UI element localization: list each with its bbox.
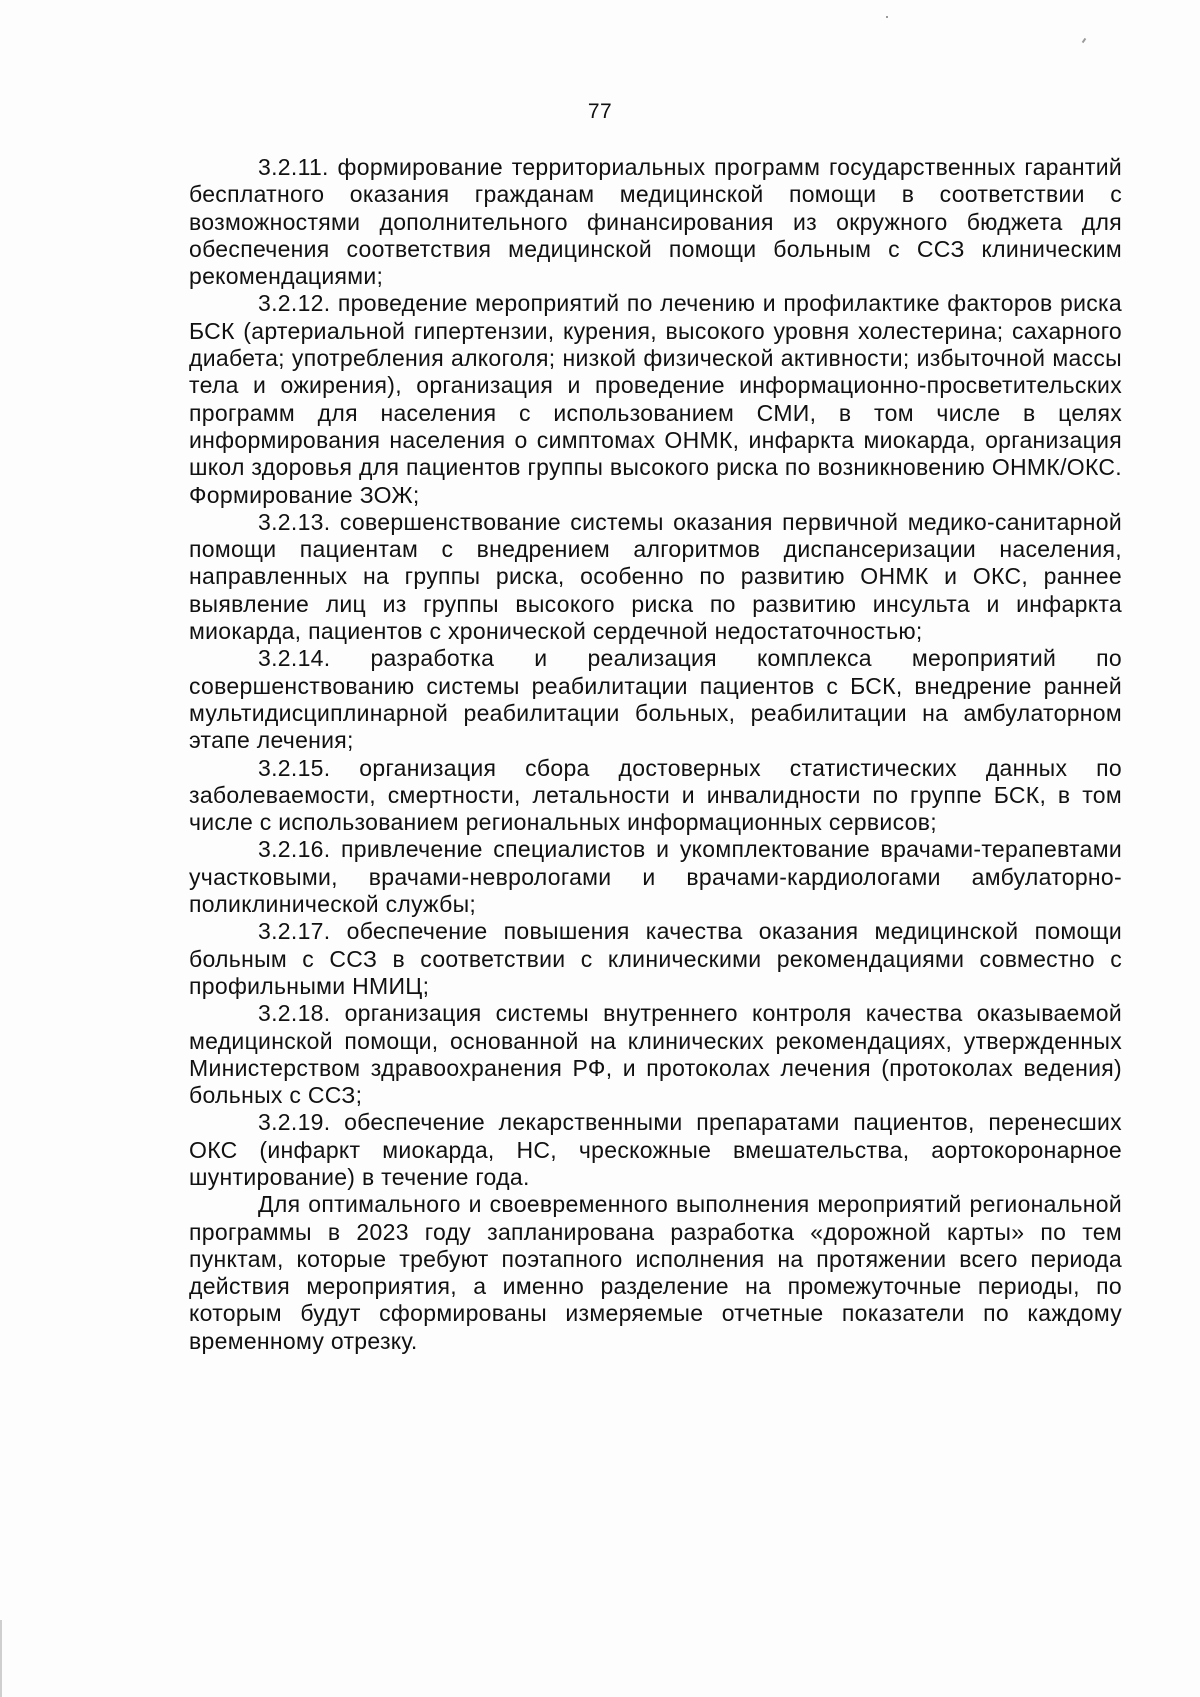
paragraph-3-2-12: 3.2.12. проведение мероприятий по лечению и профилактике факторов риска БСК (артериальной гипертензии, курения, высокого уровня холестерина; сахарного диабета; употребления алкоголя; низкой физической активности; избыточной массы тела и ожирения), организация и проведение информационно-просветительских программ для населения с использованием СМИ, в том числе в целях информирования населения о симптомах ОНМК, инфаркта миокарда, организация школ здоровья для пациентов группы высокого риска по возникновению ОНМК/ОКС. Формирование ЗОЖ; — [189, 290, 1122, 508]
scan-speck — [886, 16, 888, 18]
paragraph-roadmap: Для оптимального и своевременного выполнения мероприятий региональной программы в 2023 году запланирована разработка «дорожной карты» по тем пунктам, которые требуют поэтапного исполнения на протяжении всего периода действия мероприятия, а именно разделение на промежуточные периоды, по которым будут сформированы измеряемые отчетные показатели по каждому временному отрезку. — [189, 1191, 1122, 1354]
paragraph-3-2-14: 3.2.14. разработка и реализация комплекса мероприятий по совершенствованию системы реабилитации пациентов с БСК, внедрение ранней мультидисциплинарной реабилитации больных, реабилитации на амбулаторном этапе лечения; — [189, 645, 1122, 754]
paragraph-3-2-11: 3.2.11. формирование территориальных программ государственных гарантий бесплатного оказания гражданам медицинской помощи в соответствии с возможностями дополнительного финансирования из окружного бюджета для обеспечения соответствия медицинской помощи больным с ССЗ клиническим рекомендациями; — [189, 154, 1122, 290]
document-body — [189, 154, 1122, 1355]
scan-speck — [1082, 38, 1087, 43]
paragraph-3-2-15: 3.2.15. организация сбора достоверных статистических данных по заболеваемости, смертности, летальности и инвалидности по группе БСК, в том числе с использованием региональных информационных сервисов; — [189, 754, 1122, 836]
paragraph-3-2-13: 3.2.13. совершенствование системы оказания первичной медико-санитарной помощи пациентам с внедрением алгоритмов диспансеризации населения, направленных на группы риска, особенно по развитию ОНМК и ОКС, раннее выявление лиц из группы высокого риска по развитию инсульта и инфаркта миокарда, пациентов с хронической сердечной недостаточностью; — [189, 508, 1122, 645]
paragraph-3-2-17: 3.2.17. обеспечение повышения качества оказания медицинской помощи больным с ССЗ в соответствии с клиническими рекомендациями совместно с профильными НМИЦ; — [189, 918, 1122, 999]
paragraph-3-2-18: 3.2.18. организация системы внутреннего контроля качества оказываемой медицинской помощи, основанной на клинических рекомендациях, утвержденных Министерством здравоохранения РФ, и протоколах лечения (протоколах ведения) больных с ССЗ; — [189, 1000, 1122, 1109]
scan-edge-shadow — [0, 1620, 2, 1697]
page-number: 77 — [587, 100, 613, 123]
paragraph-3-2-19: 3.2.19. обеспечение лекарственными препаратами пациентов, перенесших ОКС (инфаркт миокарда, НС, чрескожные вмешательства, аортокоронарное шунтирование) в течение года. — [189, 1109, 1122, 1190]
paragraph-3-2-16: 3.2.16. привлечение специалистов и укомплектование врачами-терапевтами участковыми, врачами-неврологами и врачами-кардиологами амбулаторно-поликлинической службы; — [189, 836, 1122, 918]
